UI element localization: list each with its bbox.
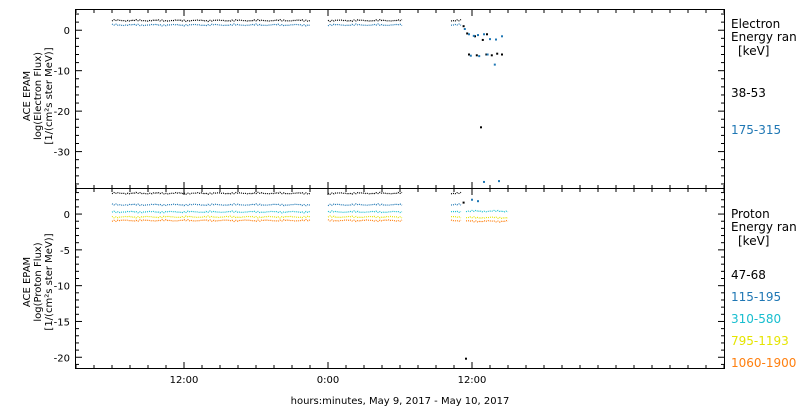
- proton-legend-entry: 795-1193: [731, 334, 789, 348]
- electron-series-segment: [328, 20, 402, 22]
- proton-legend-entry: 115-195: [731, 290, 782, 304]
- proton-series-segment: [112, 211, 310, 213]
- electron-data-point: [473, 35, 475, 37]
- electron-series-segment: [328, 24, 402, 26]
- proton-series-segment: [451, 204, 461, 205]
- electron-legend: [731, 86, 781, 137]
- proton-plot-frame: [76, 189, 725, 369]
- electron-series-segment: [451, 24, 461, 25]
- electron-ylabel-line2: log(Electron Flux): [33, 51, 44, 141]
- electron-data-point: [486, 33, 488, 35]
- electron-data-point: [483, 181, 485, 183]
- electron-data-point: [487, 54, 489, 56]
- proton-ylabel-line3: [1/(cm²s ster MeV)]: [44, 233, 55, 331]
- proton-series-segment: [451, 192, 461, 194]
- proton-series-segment: [112, 204, 310, 206]
- proton-series-segment: [451, 217, 461, 218]
- electron-legend-title-1: Electron: [731, 17, 781, 31]
- proton-y-tick-label: -10: [53, 281, 70, 293]
- proton-series-segment: [466, 210, 508, 212]
- electron-data-point: [494, 64, 496, 66]
- proton-series-segment: [451, 211, 461, 212]
- electron-data-point: [496, 53, 498, 55]
- electron-data-point: [477, 34, 479, 36]
- electron-ylabel: [22, 47, 55, 144]
- electron-data-point: [468, 33, 470, 35]
- proton-legend-title-2: Energy ran: [731, 220, 797, 234]
- proton-ylabel: [22, 233, 55, 330]
- electron-data-point: [498, 180, 500, 182]
- x-tick-label: 0:00: [316, 375, 340, 386]
- proton-y-tick-label: -5: [60, 245, 70, 257]
- electron-legend-title-3: [keV]: [738, 44, 770, 58]
- electron-y-axis: [54, 10, 724, 188]
- electron-plot-frame: [76, 10, 725, 189]
- proton-ylabel-line1: ACE EPAM: [22, 256, 33, 308]
- x-tick-label: 12:00: [169, 375, 199, 386]
- proton-legend-entry: 310-580: [731, 312, 782, 326]
- proton-legend-entry: 1060-1900: [731, 356, 797, 370]
- proton-data-point: [477, 200, 479, 202]
- proton-data-point: [471, 199, 473, 201]
- proton-data-point: [465, 358, 467, 360]
- electron-series-segment: [112, 20, 310, 22]
- x-axis: [170, 375, 487, 386]
- electron-data-point: [491, 54, 493, 56]
- proton-legend: [731, 268, 796, 370]
- proton-series-segment: [328, 216, 402, 218]
- electron-y-tick-label: -10: [53, 66, 70, 78]
- proton-series-segment: [328, 204, 402, 206]
- electron-ylabel-line1: ACE EPAM: [22, 70, 33, 122]
- electron-data-point: [501, 35, 503, 37]
- proton-y-axis: [54, 189, 724, 368]
- electron-legend-entry: 175-315: [731, 123, 782, 137]
- x-tick-label: 12:00: [457, 375, 487, 386]
- electron-legend-entry: 38-53: [731, 86, 766, 100]
- proton-y-tick-label: -20: [53, 353, 70, 365]
- electron-y-tick-label: 0: [63, 26, 70, 38]
- proton-series-segment: [451, 220, 461, 221]
- x-axis-label: hours:minutes, May 9, 2017 - May 10, 2017: [290, 396, 510, 407]
- electron-data-point: [483, 33, 485, 35]
- electron-data-point: [476, 54, 478, 56]
- electron-data-point: [468, 54, 470, 56]
- electron-data-point: [480, 126, 482, 128]
- electron-data-point: [489, 38, 491, 40]
- electron-y-tick-label: -20: [53, 107, 70, 119]
- proton-series-segment: [112, 216, 310, 218]
- electron-data-point: [501, 54, 503, 56]
- electron-data-point: [466, 32, 468, 34]
- electron-series-segment: [112, 24, 310, 26]
- proton-legend-entry: 47-68: [731, 268, 766, 282]
- proton-y-tick-label: 0: [63, 210, 70, 222]
- proton-series-segment: [328, 211, 402, 213]
- proton-y-tick-label: -15: [53, 317, 70, 329]
- electron-data-point: [495, 39, 497, 41]
- proton-series-segment: [328, 220, 402, 222]
- electron-data-point: [463, 25, 465, 27]
- proton-series-segment: [328, 192, 402, 194]
- proton-legend-title-3: [keV]: [738, 234, 770, 248]
- electron-ylabel-line3: [1/(cm²s ster MeV)]: [44, 47, 55, 145]
- electron-data: [112, 20, 503, 183]
- proton-series-segment: [466, 220, 508, 222]
- proton-series-segment: [112, 220, 310, 222]
- electron-data-point: [482, 39, 484, 41]
- proton-data-point: [463, 202, 465, 204]
- electron-series-segment: [451, 20, 461, 22]
- proton-data: [112, 192, 508, 359]
- proton-series-segment: [466, 217, 508, 219]
- electron-data-point: [464, 28, 466, 30]
- electron-data-point: [478, 55, 480, 57]
- electron-data-point: [470, 55, 472, 57]
- proton-legend-title-1: Proton: [731, 207, 770, 221]
- electron-legend-title-2: Energy ran: [731, 30, 797, 44]
- proton-ylabel-line2: log(Proton Flux): [33, 242, 44, 322]
- electron-y-tick-label: -30: [53, 147, 70, 159]
- proton-series-segment: [112, 192, 310, 194]
